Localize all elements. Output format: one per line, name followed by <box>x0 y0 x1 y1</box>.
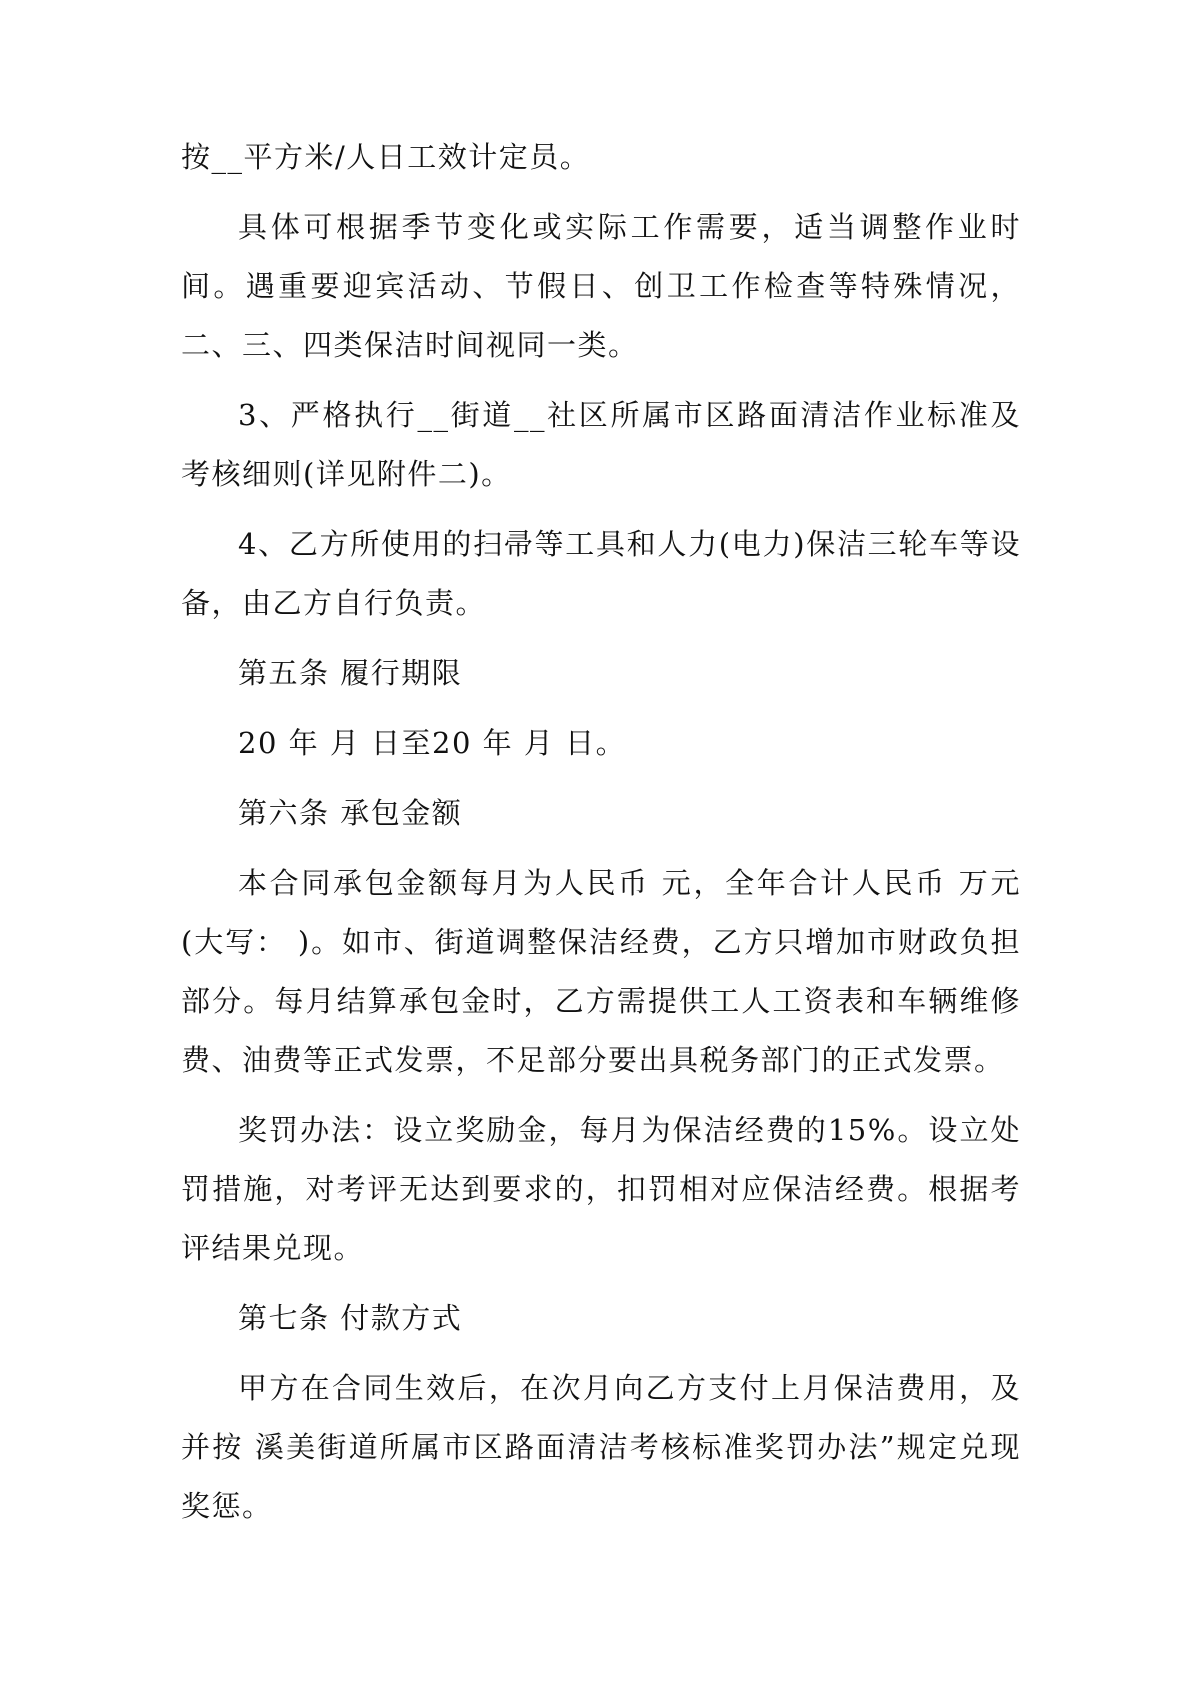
paragraph-payment: 甲方在合同生效后，在次月向乙方支付上月保洁费用，及并按 溪美街道所属市区路面清洁考核标准奖罚办法”规定兑现奖惩。 <box>181 1371 1021 1523</box>
paragraph-reward-penalty: 奖罚办法：设立奖励金，每月为保洁经费的15%。设立处罚措施，对考评无达到要求的，扣罚相对应保洁经费。根据考评结果兑现。 <box>181 1113 1021 1265</box>
term-dates: 20 年 月 日至20 年 月 日。 <box>238 726 627 760</box>
paragraph-schedule-adjustment: 具体可根据季节变化或实际工作需要，适当调整作业时间。遇重要迎宾活动、节假日、创卫工作检查等特殊情况，二、三、四类保洁时间视同一类。 <box>181 210 1021 362</box>
paragraph-contract-amount: 本合同承包金额每月为人民币 元，全年合计人民币 万元(大写： )。如市、街道调整保洁经费，乙方只增加市财政负担部分。每月结算承包金时，乙方需提供工人工资表和车辆维修费、油费等正式发票，不足部分要出具税务部门的正式发票。 <box>181 866 1021 1077</box>
document-body <box>181 128 1021 1547</box>
article-5-heading: 第五条 履行期限 <box>238 656 463 690</box>
paragraph-equipment-4: 4、乙方所使用的扫帚等工具和人力(电力)保洁三轮车等设备，由乙方自行负责。 <box>181 527 1021 620</box>
article-7-heading: 第七条 付款方式 <box>238 1301 463 1335</box>
article-6-heading: 第六条 承包金额 <box>238 796 463 830</box>
paragraph-staffing-rate: 按__平方米/人日工效计定员。 <box>181 140 591 174</box>
paragraph-standard-3: 3、严格执行__街道__社区所属市区路面清洁作业标准及考核细则(详见附件二)。 <box>181 398 1021 491</box>
